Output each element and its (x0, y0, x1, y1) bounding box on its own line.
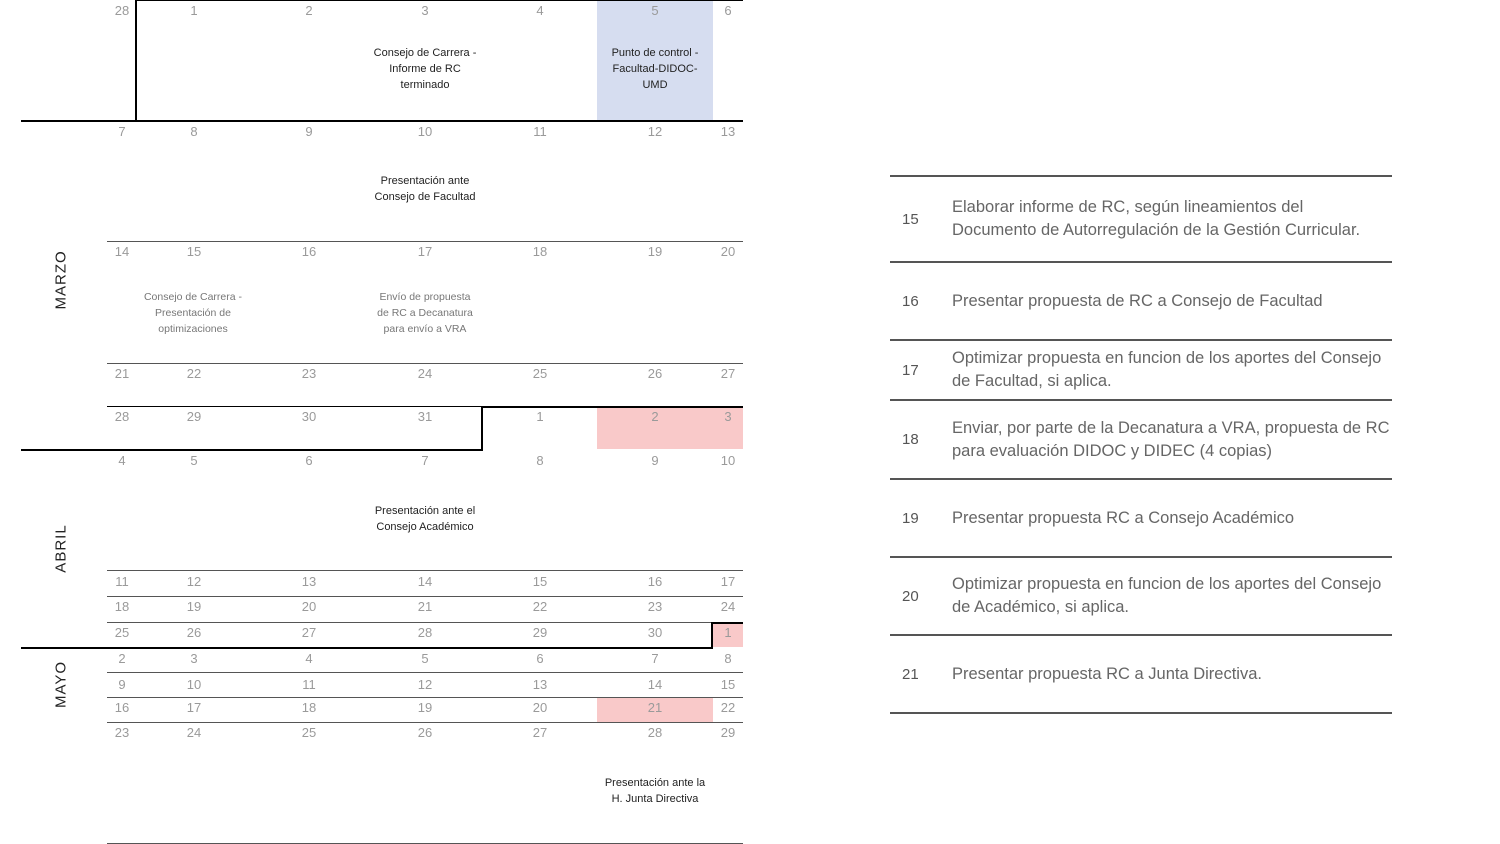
day-number: 4 (536, 3, 544, 18)
day-number: 10 (417, 124, 433, 139)
week-line (107, 570, 743, 571)
day-number: 22 (532, 599, 548, 614)
task-text: Elaborar informe de RC, según lineamientos del Documento de Autorregulación de la Gestión Curricular. (952, 198, 1361, 239)
month-boundary (135, 0, 743, 1)
day-number: 19 (647, 244, 663, 259)
event-consejo-carrera-optimizaciones (128, 289, 258, 337)
day-number: 9 (305, 124, 313, 139)
week-line (107, 722, 743, 723)
event-punto-control (597, 45, 713, 93)
week-line (107, 363, 743, 364)
day-number: 9 (118, 677, 126, 692)
task-text: Enviar, por parte de la Decanatura a VRA, propuesta de RC para evaluación DIDOC y DIDEC (4 copias) (952, 418, 1390, 460)
day-number: 28 (647, 725, 663, 740)
day-number: 10 (186, 677, 202, 692)
day-number: 13 (532, 677, 548, 692)
week-line (107, 672, 743, 673)
day-number: 19 (417, 700, 433, 715)
month-boundary (711, 622, 743, 624)
day-number: 16 (301, 244, 317, 259)
day-number: 12 (186, 574, 202, 589)
month-boundary (481, 406, 743, 408)
event-presentacion-facultad (360, 173, 490, 205)
task-row (890, 401, 1392, 480)
day-number: 26 (647, 366, 663, 381)
day-number: 14 (647, 677, 663, 692)
day-number: 7 (651, 651, 659, 666)
day-number: 26 (186, 625, 202, 640)
day-number: 24 (186, 725, 202, 740)
day-number: 28 (114, 409, 130, 424)
task-row (890, 558, 1392, 636)
month-boundary (107, 406, 483, 407)
week-line (107, 622, 743, 623)
day-number: 4 (118, 453, 126, 468)
day-number: 11 (533, 124, 547, 139)
day-number: 25 (301, 725, 317, 740)
month-label-marzo: MARZO (52, 250, 70, 310)
day-number: 11 (115, 574, 129, 589)
month-label-abril: ABRIL (52, 524, 70, 573)
day-number: 7 (118, 124, 126, 139)
event-consejo-carrera-informe (360, 45, 490, 93)
day-number: 6 (536, 651, 544, 666)
task-number: 15 (902, 210, 919, 228)
day-number: 19 (186, 599, 202, 614)
day-number: 2 (118, 651, 126, 666)
task-number: 21 (902, 665, 919, 683)
day-number: 27 (301, 625, 317, 640)
day-number: 24 (720, 599, 736, 614)
task-text: Optimizar propuesta en funcion de los aportes del Consejo de Facultad, si aplica. (952, 349, 1382, 390)
month-boundary (21, 449, 483, 451)
day-number: 18 (532, 244, 548, 259)
day-number: 18 (114, 599, 130, 614)
event-text: Presentación ante Consejo de Facultad (374, 175, 476, 203)
day-number: 21 (114, 366, 130, 381)
month-boundary (21, 647, 713, 649)
day-number: 13 (301, 574, 317, 589)
event-presentacion-junta (590, 775, 720, 807)
month-boundary (21, 120, 743, 122)
task-text: Presentar propuesta de RC a Consejo de Facultad (952, 291, 1323, 310)
day-number: 29 (532, 625, 548, 640)
task-text: Optimizar propuesta en funcion de los aportes del Consejo de Académico, si aplica. (952, 575, 1382, 616)
day-number: 20 (301, 599, 317, 614)
day-number: 30 (301, 409, 317, 424)
day-number: 31 (417, 409, 433, 424)
day-number: 8 (190, 124, 198, 139)
day-number: 15 (720, 677, 736, 692)
week-line (107, 697, 743, 698)
day-number: 9 (651, 453, 659, 468)
day-number: 21 (647, 700, 663, 715)
day-number: 16 (114, 700, 130, 715)
day-number: 3 (724, 409, 732, 424)
task-row (890, 177, 1392, 263)
day-number: 29 (720, 725, 736, 740)
month-boundary (481, 406, 483, 450)
day-number: 1 (190, 3, 198, 18)
task-row (890, 341, 1392, 401)
day-number: 4 (305, 651, 313, 666)
day-number: 25 (532, 366, 548, 381)
day-number: 20 (532, 700, 548, 715)
day-number: 7 (421, 453, 429, 468)
task-number: 16 (902, 292, 919, 310)
day-number: 21 (417, 599, 433, 614)
day-number: 14 (114, 244, 130, 259)
day-number: 22 (720, 700, 736, 715)
day-number: 23 (114, 725, 130, 740)
day-number: 17 (720, 574, 736, 589)
task-text: Presentar propuesta RC a Consejo Académico (952, 508, 1295, 527)
day-number: 28 (417, 625, 433, 640)
day-number: 17 (417, 244, 433, 259)
day-number: 5 (651, 3, 659, 18)
task-number: 20 (902, 587, 919, 605)
task-list (890, 175, 1392, 714)
day-number: 18 (301, 700, 317, 715)
day-number: 14 (417, 574, 433, 589)
day-number: 28 (114, 3, 130, 18)
day-number: 3 (421, 3, 429, 18)
month-boundary (135, 0, 137, 121)
day-number: 25 (114, 625, 130, 640)
day-number: 12 (647, 124, 663, 139)
month-label-mayo: MAYO (52, 660, 70, 709)
event-text: Consejo de Carrera - Presentación de optimizaciones (143, 291, 243, 335)
day-number: 6 (305, 453, 313, 468)
event-text: Consejo de Carrera - Informe de RC terminado (373, 47, 477, 91)
day-number: 23 (301, 366, 317, 381)
week-line (107, 596, 743, 597)
day-number: 24 (417, 366, 433, 381)
task-row (890, 636, 1392, 714)
task-row (890, 263, 1392, 341)
month-boundary (711, 622, 713, 648)
day-number: 17 (186, 700, 202, 715)
day-number: 23 (647, 599, 663, 614)
task-row (890, 480, 1392, 558)
event-envio-propuesta (360, 289, 490, 337)
day-number: 20 (720, 244, 736, 259)
event-presentacion-academico (360, 503, 490, 535)
day-number: 15 (532, 574, 548, 589)
day-number: 27 (532, 725, 548, 740)
day-number: 16 (647, 574, 663, 589)
task-number: 18 (902, 431, 919, 448)
day-number: 8 (536, 453, 544, 468)
task-text: Presentar propuesta RC a Junta Directiva. (952, 664, 1262, 683)
event-text: Punto de control - Facultad-DIDOC- UMD (611, 47, 699, 91)
task-number: 19 (902, 509, 919, 527)
day-number: 27 (720, 366, 736, 381)
day-number: 5 (421, 651, 429, 666)
day-number: 26 (417, 725, 433, 740)
day-number: 10 (720, 453, 736, 468)
day-number: 22 (186, 366, 202, 381)
day-number: 1 (724, 625, 732, 640)
day-number: 15 (186, 244, 202, 259)
day-number: 11 (302, 677, 316, 692)
event-text: Presentación ante el Consejo Académico (374, 505, 476, 533)
day-number: 12 (417, 677, 433, 692)
highlight-apr-2-3 (597, 407, 743, 449)
day-number: 30 (647, 625, 663, 640)
task-number: 17 (902, 361, 919, 379)
day-number: 13 (720, 124, 736, 139)
event-text: Envío de propuesta de RC a Decanatura para envío a VRA (377, 291, 473, 335)
day-number: 6 (724, 3, 732, 18)
day-number: 1 (536, 409, 544, 424)
event-text: Presentación ante la H. Junta Directiva (604, 777, 706, 805)
week-line (107, 241, 743, 242)
day-number: 3 (190, 651, 198, 666)
day-number: 2 (305, 3, 313, 18)
day-number: 5 (190, 453, 198, 468)
day-number: 8 (724, 651, 732, 666)
day-number: 2 (651, 409, 659, 424)
day-number: 29 (186, 409, 202, 424)
